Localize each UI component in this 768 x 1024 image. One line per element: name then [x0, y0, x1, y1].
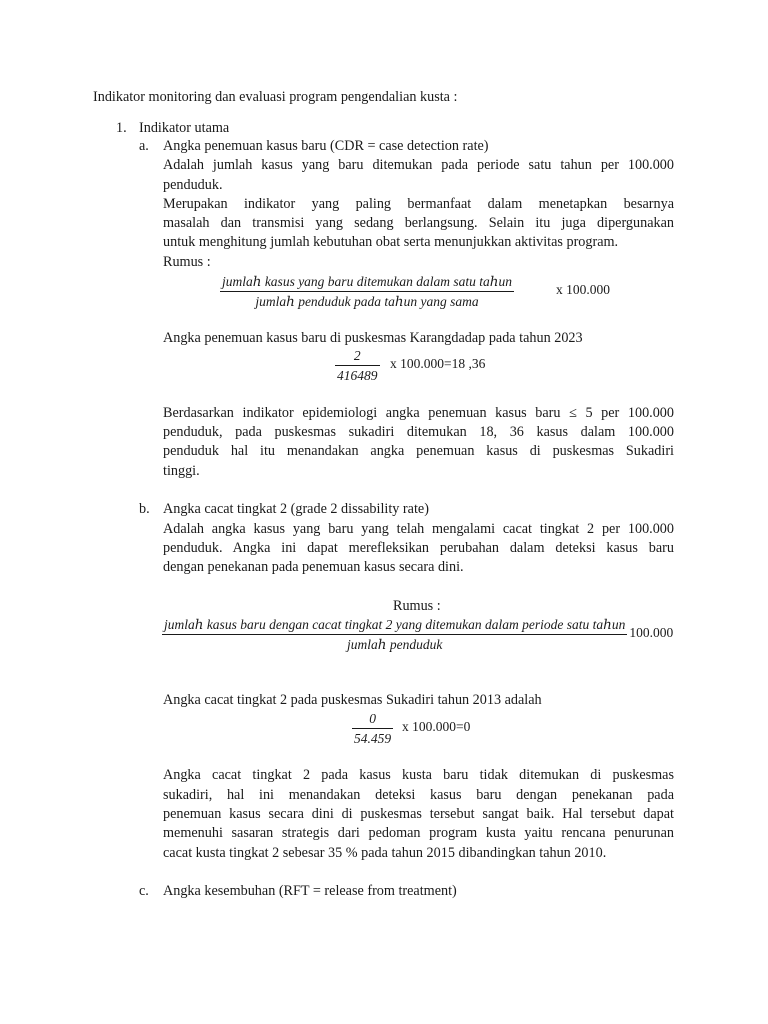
- formula-b-numerator: jumlaℎ kasus baru dengan cacat tingkat 2 yang ditemukan dalam periode satu taℎun: [164, 617, 626, 632]
- item-b-marker: b.: [139, 501, 150, 517]
- item-b-p2-line2: sukadiri, hal ini menandakan deteksi kasus baru dengan penekanan pada: [163, 787, 674, 803]
- fraction-bar: [220, 291, 514, 292]
- item-a-p3-line2: penduduk, pada puskesmas sukadiri ditemukan 18, 36 kasus dalam 100.000: [163, 424, 674, 440]
- formula-a-denominator: jumlaℎ penduduk pada taℎun yang sama: [255, 294, 479, 309]
- item-c-marker: c.: [139, 883, 149, 899]
- item-b-p2-line1: Angka cacat tingkat 2 pada kasus kusta baru tidak ditemukan di puskesmas: [163, 767, 674, 783]
- example-b-result: x 100.000=0: [402, 719, 471, 734]
- example-a-denominator: 416489: [337, 368, 378, 383]
- formula-a-numerator: jumlaℎ kasus yang baru ditemukan dalam satu taℎun: [222, 274, 512, 289]
- item-b-p1-line1: Adalah angka kasus yang baru yang telah mengalami cacat tingkat 2 per 100.000: [163, 521, 674, 537]
- item-a-example-text: Angka penemuan kasus baru di puskesmas Karangdadap pada tahun 2023: [163, 330, 583, 346]
- formula-a-fraction: [220, 274, 514, 310]
- item-b-p2-line5: cacat kusta tingkat 2 sebesar 35 % pada tahun 2015 dibandingkan tahun 2010.: [163, 845, 607, 861]
- item-b-p2-line4: memenuhi sasaran strategis dari pedoman program kusta yaitu rencana penurunan: [163, 825, 674, 841]
- item-a-p3-line1: Berdasarkan indikator epidemiologi angka penemuan kasus baru ≤ 5 per 100.000: [163, 405, 674, 421]
- item-b-example-text: Angka cacat tingkat 2 pada puskesmas Sukadiri tahun 2013 adalah: [163, 692, 542, 708]
- formula-a-multiplier: x 100.000: [556, 282, 610, 297]
- example-b-fraction: [352, 711, 393, 747]
- section-title: Indikator utama: [139, 120, 230, 136]
- fraction-bar: [162, 634, 627, 635]
- item-a-p2-line3: untuk menghitung jumlah kebutuhan obat serta menunjukkan aktivitas program.: [163, 234, 619, 250]
- item-a-p2-line1: Merupakan indikator yang paling bermanfaat dalam menetapkan besarnya: [163, 196, 674, 212]
- item-b-title: Angka cacat tingkat 2 (grade 2 dissability rate): [163, 501, 429, 517]
- section-number: 1.: [116, 120, 127, 136]
- item-c-title: Angka kesembuhan (RFT = release from treatment): [163, 883, 457, 899]
- example-b-numerator: 0: [369, 711, 376, 726]
- example-a-numerator: 2: [353, 348, 361, 363]
- item-b-p2-line3: penemuan kasus secara dini di puskesmas tersebut sangat baik. Hal tersebut dapat: [163, 806, 674, 822]
- item-b-p1-line3: dengan penekanan pada penemuan kasus secara dini.: [163, 559, 464, 575]
- intro-heading: Indikator monitoring dan evaluasi program pengendalian kusta :: [93, 89, 458, 105]
- example-a-result: x 100.000=18 ,36: [390, 356, 486, 371]
- item-a-rumus-label: Rumus :: [163, 254, 211, 270]
- fraction-bar: [352, 728, 393, 729]
- item-a-p2-line2: masalah dan transmisi yang sedang berlangsung. Selain itu juga dipergunakan: [163, 215, 674, 231]
- item-b-p1-line2: penduduk. Angka ini dapat merefleksikan perubahan dalam deteksi kasus baru: [163, 540, 674, 556]
- formula-b-denominator: jumlaℎ penduduk: [347, 637, 443, 652]
- item-b-rumus-label: Rumus :: [393, 598, 441, 614]
- item-a-title: Angka penemuan kasus baru (CDR = case detection rate): [163, 138, 489, 154]
- item-a-p3-line3: penduduk hal itu menandakan angka penemuan kasus di puskesmas Sukadiri: [163, 443, 674, 459]
- item-a-marker: a.: [139, 138, 149, 154]
- item-a-p3-line4: tinggi.: [163, 463, 200, 479]
- item-a-p1-line1: Adalah jumlah kasus yang baru ditemukan pada periode satu tahun per 100.000: [163, 157, 674, 173]
- formula-b-fraction: [162, 617, 627, 653]
- example-a-fraction: [335, 348, 380, 384]
- fraction-bar: [335, 365, 380, 366]
- example-b-denominator: 54.459: [354, 731, 392, 746]
- formula-b-multiplier: 100.000: [629, 625, 674, 640]
- item-a-p1-line2: penduduk.: [163, 177, 223, 193]
